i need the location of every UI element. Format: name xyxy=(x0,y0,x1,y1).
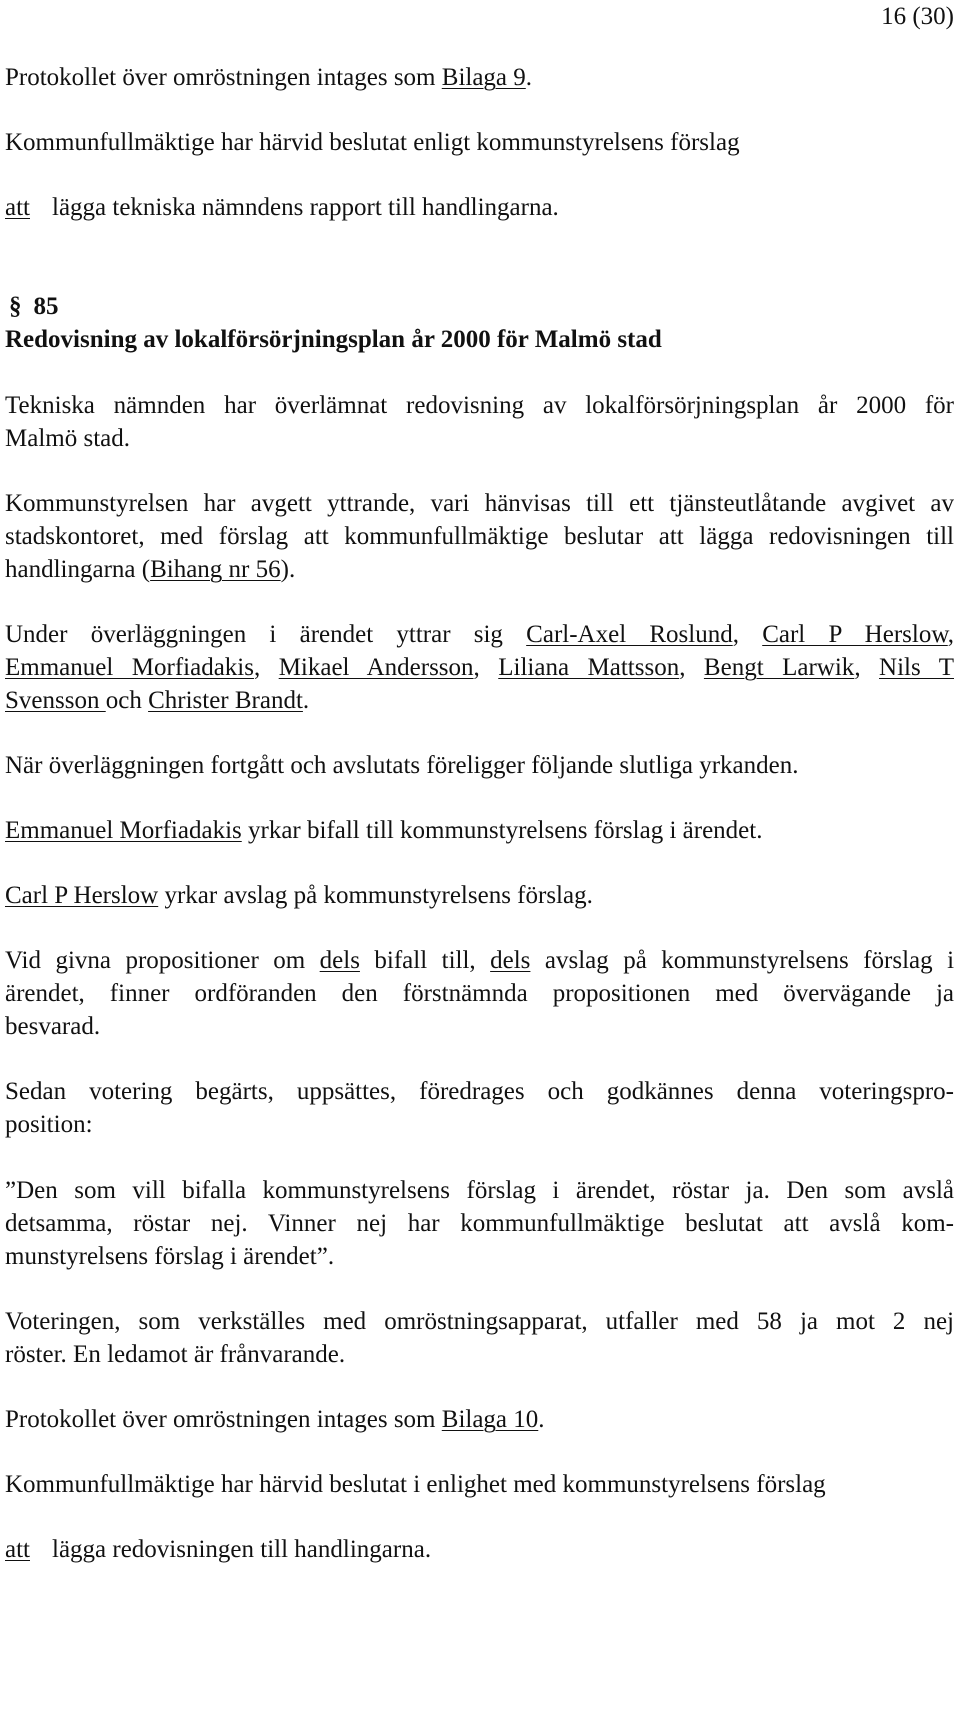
decision-line: Kommunfullmäktige har härvid beslutat enligt kommunstyrelsens förslag xyxy=(5,129,740,156)
paragraph-1-line-2: Malmö stad. xyxy=(5,425,130,452)
vote-proposition-line-2: detsamma, röstar nej. Vinner nej har kommunfullmäktige beslutat att avslå kom- xyxy=(5,1210,954,1237)
paragraph-3-line-3: Svensson och Christer Brandt. xyxy=(5,687,310,714)
vote-result-line-2: röster. En ledamot är frånvarande. xyxy=(5,1341,346,1368)
motion-1: Emmanuel Morfiadakis yrkar bifall till kommunstyrelsens förslag i ärendet. xyxy=(5,817,763,844)
speaker-link[interactable]: Bengt Larwik xyxy=(703,654,855,681)
paragraph-6-line-1: Sedan votering begärts, uppsättes, föredrages och godkännes denna voteringspro- xyxy=(5,1078,954,1105)
bihang-link[interactable]: Bihang nr 56 xyxy=(150,556,281,583)
speaker-link[interactable]: Liliana Mattsson xyxy=(498,654,680,681)
bilaga-10-link[interactable]: Bilaga 10 xyxy=(441,1406,539,1433)
speaker-link[interactable]: Svensson xyxy=(5,687,106,714)
protocol-line-bilaga-9: Protokollet över omröstningen intages som Bilaga 9. xyxy=(5,64,533,91)
speaker-link[interactable]: Emmanuel Morfiadakis xyxy=(5,654,254,681)
motion-2: Carl P Herslow yrkar avslag på kommunstyrelsens förslag. xyxy=(5,882,593,909)
att-word: att xyxy=(5,1536,30,1563)
speaker-link[interactable]: Carl P Herslow xyxy=(5,882,159,909)
att-clause-85: att lägga redovisningen till handlingarna. xyxy=(5,1536,432,1563)
protocol-line-bilaga-10: Protokollet över omröstningen intages som Bilaga 10. xyxy=(5,1406,545,1433)
paragraph-6-line-2: position: xyxy=(5,1111,93,1138)
paragraph-5-line-1: Vid givna propositioner om dels bifall till, dels avslag på kommunstyrelsens förslag i xyxy=(5,947,955,974)
paragraph-5-line-3: besvarad. xyxy=(5,1013,101,1040)
att-word: att xyxy=(5,194,30,221)
dels-word: dels xyxy=(490,947,531,974)
speaker-link[interactable]: Carl-Axel Roslund xyxy=(526,621,733,648)
dels-word: dels xyxy=(319,947,360,974)
paragraph-icon: § xyxy=(9,293,22,320)
paragraph-5-line-2: ärendet, finner ordföranden den förstnämnda propositionen med övervägande ja xyxy=(5,980,954,1007)
bilaga-9-link[interactable]: Bilaga 9 xyxy=(441,64,526,91)
paragraph-4: När överläggningen fortgått och avslutats föreligger följande slutliga yrkanden. xyxy=(5,752,799,779)
att-clause: att lägga tekniska nämndens rapport till handlingarna. xyxy=(5,194,559,221)
vote-proposition-line-3: munstyrelsens förslag i ärendet”. xyxy=(5,1243,335,1270)
section-title: Redovisning av lokalförsörjningsplan år 2000 för Malmö stad xyxy=(5,326,662,353)
paragraph-3-line-1: Under överläggningen i ärendet yttrar sig Carl-Axel Roslund, Carl P Herslow, xyxy=(5,621,955,648)
vote-result-line-1: Voteringen, som verkställes med omröstningsapparat, utfaller med 58 ja mot 2 nej xyxy=(5,1308,954,1335)
paragraph-3-line-2: Emmanuel Morfiadakis, Mikael Andersson, Liliana Mattsson, Bengt Larwik, Nils T xyxy=(5,654,954,681)
speaker-link[interactable]: Christer Brandt xyxy=(148,687,303,714)
vote-proposition-line-1: ”Den som vill bifalla kommunstyrelsens förslag i ärendet, röstar ja. Den som avslå xyxy=(5,1177,954,1204)
speaker-link[interactable]: Emmanuel Morfiadakis xyxy=(5,817,242,844)
paragraph-2-line-3: handlingarna (Bihang nr 56). xyxy=(5,556,296,583)
speaker-link[interactable]: Mikael Andersson xyxy=(278,654,474,681)
paragraph-2-line-2: stadskontoret, med förslag att kommunfullmäktige beslutar att lägga redovisningen till xyxy=(5,523,954,550)
paragraph-1-line-1: Tekniska nämnden har överlämnat redovisning av lokalförsörjningsplan år 2000 för xyxy=(5,392,954,419)
speaker-link[interactable]: Nils T xyxy=(879,654,954,681)
decision-line-85: Kommunfullmäktige har härvid beslutat i enlighet med kommunstyrelsens förslag xyxy=(5,1471,826,1498)
section-heading-number: § 85 xyxy=(9,293,59,320)
paragraph-2-line-1: Kommunstyrelsen har avgett yttrande, vari hänvisas till ett tjänsteutlåtande avgivet av xyxy=(5,490,954,517)
speaker-link[interactable]: Carl P Herslow xyxy=(762,621,948,648)
page-number: 16 (30) xyxy=(881,3,954,30)
